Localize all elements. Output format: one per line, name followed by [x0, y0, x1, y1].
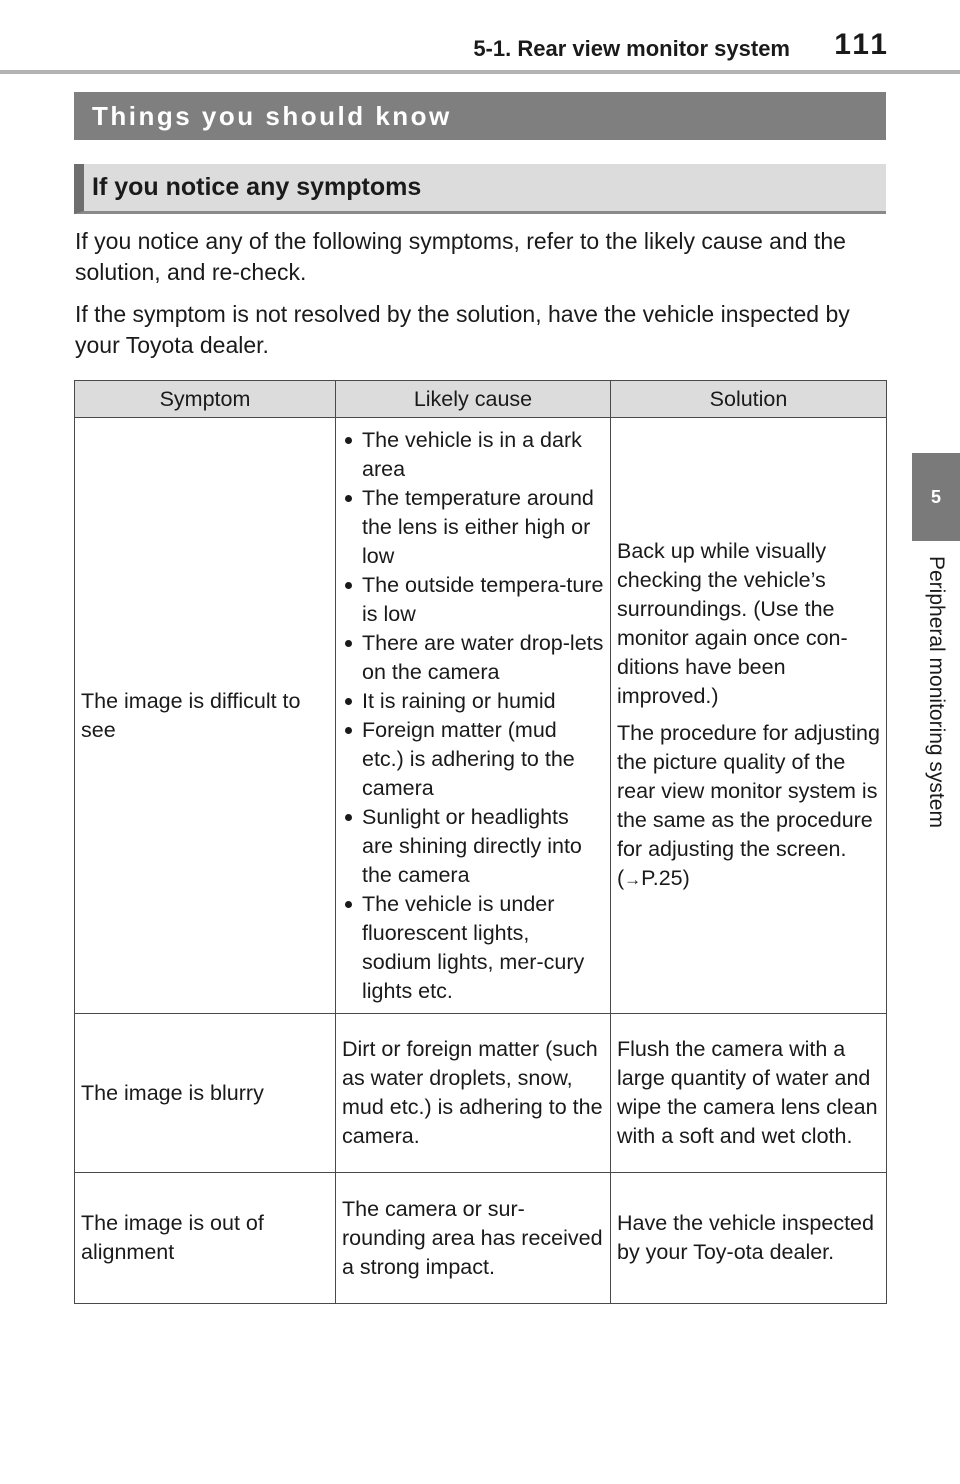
page-reference-link[interactable]: P.25: [641, 866, 683, 890]
symptom-cell: The image is out of alignment: [75, 1173, 336, 1304]
header-symptom: Symptom: [75, 381, 336, 418]
header-divider: [0, 70, 960, 74]
cause-list: [342, 426, 604, 1006]
subheading: If you notice any symptoms: [74, 164, 886, 214]
solution-cell: Flush the camera with a large quantity of water and wipe the camera lens clean with a soft and wet cloth.: [611, 1014, 887, 1173]
symptom-cell: The image is blurry: [75, 1014, 336, 1173]
cause-cell: [336, 418, 611, 1014]
header-solution: Solution: [611, 381, 887, 418]
page-number: 111: [834, 28, 890, 61]
symptom-cell: The image is difficult to see: [75, 418, 336, 1014]
solution-text: The procedure for adjusting the picture quality of the rear view monitor system is the same as the procedure for adjusting the screen. (→P.25): [617, 721, 880, 890]
intro-paragraph-1: If you notice any of the following symptoms, refer to the likely cause and the solution, and re-check.: [75, 228, 846, 285]
table-row: [75, 1014, 887, 1173]
section-title: 5-1. Rear view monitor system: [473, 36, 790, 61]
cause-item: The vehicle is under fluorescent lights, sodium lights, mer-cury lights etc.: [342, 890, 604, 1006]
cause-cell: The camera or sur-rounding area has received a strong impact.: [336, 1173, 611, 1304]
solution-text-part: The procedure for adjusting the picture quality of the rear view monitor system is the same as the procedure for adjusting the screen.: [617, 721, 880, 861]
solution-cell: [611, 418, 887, 1014]
table-row: [75, 418, 887, 1014]
chapter-tab: [912, 453, 960, 541]
solution-cell: Have the vehicle inspected by your Toy-ota dealer.: [611, 1173, 887, 1304]
header-likely-cause: Likely cause: [336, 381, 611, 418]
cause-item: There are water drop-lets on the camera: [342, 629, 604, 687]
table-header-row: [75, 381, 887, 418]
table-row: [75, 1173, 887, 1304]
cause-item: Foreign matter (mud etc.) is adhering to the camera: [342, 716, 604, 803]
arrow-right-icon: →: [624, 870, 642, 889]
symptom-table: [74, 380, 887, 1304]
page-header: [0, 0, 960, 74]
cause-cell: Dirt or foreign matter (such as water droplets, snow, mud etc.) is adhering to the camera.: [336, 1014, 611, 1173]
solution-text: Back up while visually checking the vehicle’s surroundings. (Use the monitor again once con-ditions have been improved.): [617, 539, 848, 708]
chapter-label: Peripheral monitoring system: [925, 556, 948, 828]
cause-item: The vehicle is in a dark area: [342, 426, 604, 484]
cause-item: Sunlight or headlights are shining directly into the camera: [342, 803, 604, 890]
cause-item: The outside tempera-ture is low: [342, 571, 604, 629]
chapter-number: 5: [930, 486, 941, 507]
section-banner: Things you should know: [74, 92, 886, 140]
cause-item: It is raining or humid: [342, 687, 604, 716]
intro-paragraph-2: If the symptom is not resolved by the solution, have the vehicle inspected by your Toyota dealer.: [75, 301, 850, 358]
cause-item: The temperature around the lens is either high or low: [342, 484, 604, 571]
